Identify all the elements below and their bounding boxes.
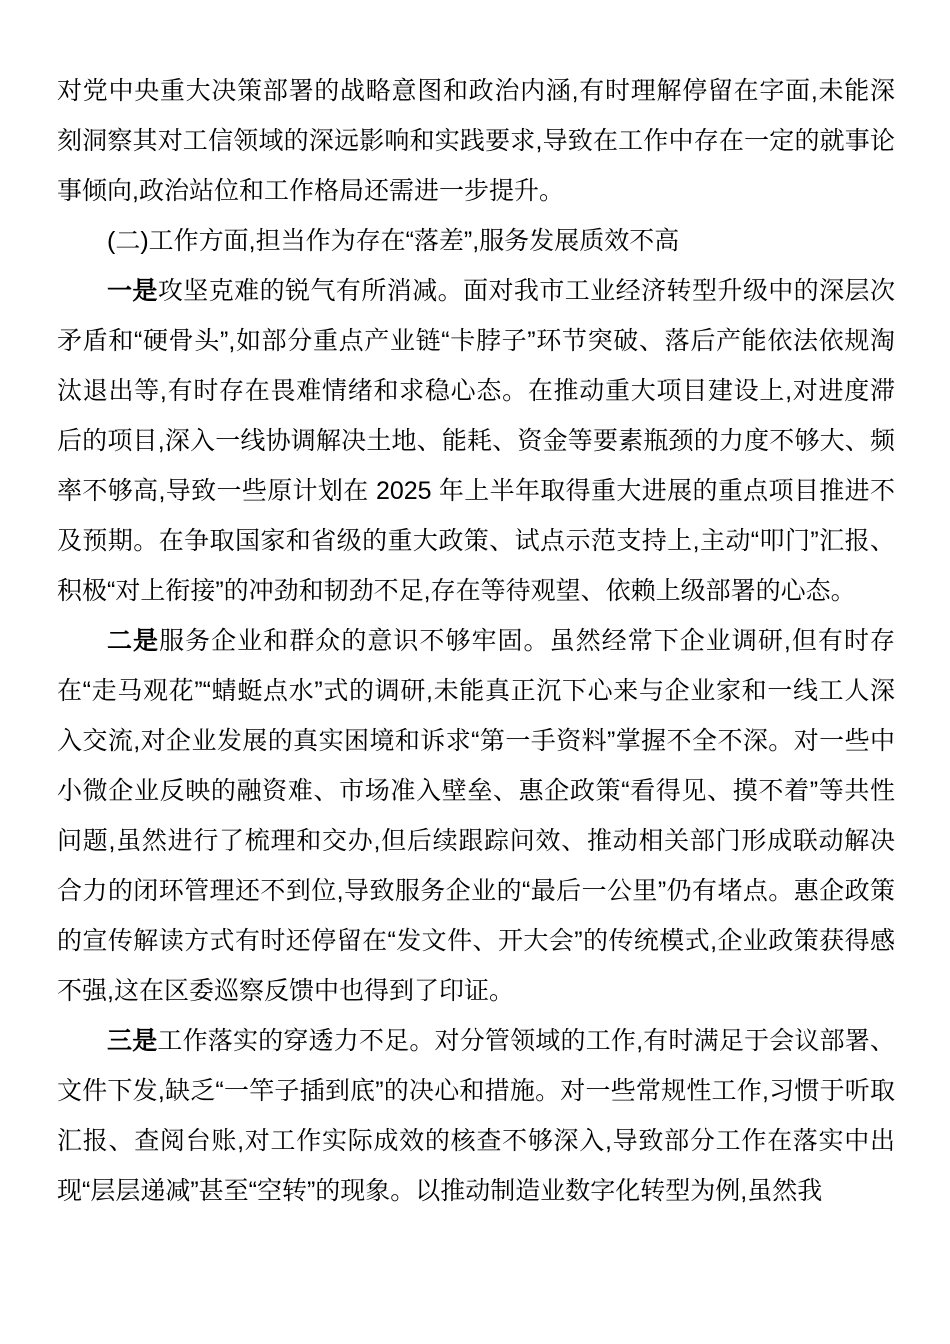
- section-heading-text: (二)工作方面,担当作为存在“落差”,服务发展质效不高: [107, 227, 680, 255]
- paragraph: [57, 616, 895, 1016]
- paragraph-text: 攻坚克难的锐气有所消减。面对我市工业经济转型升级中的深层次矛盾和“硬骨头”,如部分重点产业链“卡脖子”环节突破、落后产能依法依规淘汰退出等,有时存在畏难情绪和求稳心态。在推动重大项目建设上,对进度滞后的项目,深入一线协调解决土地、能耗、资金等要素瓶颈的力度不够大、频率不够高,导致一些原计划在 2025 年上半年取得重大进展的重点项目推进不及预期。在争取国家和省级的重大政策、试点示范支持上,主动“叩门”汇报、积极“对上衔接”的冲劲和韧劲不足,存在等待观望、依赖上级部署的心态。: [57, 277, 895, 605]
- paragraph-lead: 三是: [107, 1027, 158, 1055]
- paragraph-text: 服务企业和群众的意识不够牢固。虽然经常下企业调研,但有时存在“走马观花”“蜻蜓点水”式的调研,未能真正沉下心来与企业家和一线工人深入交流,对企业发展的真实困境和诉求“第一手资料”掌握不全不深。对一些中小微企业反映的融资难、市场准入壁垒、惠企政策“看得见、摸不着”等共性问题,虽然进行了梳理和交办,但后续跟踪问效、推动相关部门形成联动解决合力的闭环管理还不到位,导致服务企业的“最后一公里”仍有堵点。惠企政策的宣传解读方式有时还停留在“发文件、开大会”的传统模式,企业政策获得感不强,这在区委巡察反馈中也得到了印证。: [57, 627, 895, 1005]
- section-heading: [57, 216, 895, 266]
- paragraph-text: 工作落实的穿透力不足。对分管领域的工作,有时满足于会议部署、文件下发,缺乏“一竿子插到底”的决心和措施。对一些常规性工作,习惯于听取汇报、查阅台账,对工作实际成效的核查不够深入,导致部分工作在落实中出现“层层递减”甚至“空转”的现象。以推动制造业数字化转型为例,虽然我: [57, 1027, 895, 1205]
- paragraph: [57, 1016, 895, 1216]
- paragraph-text: 对党中央重大决策部署的战略意图和政治内涵,有时理解停留在字面,未能深刻洞察其对工信领域的深远影响和实践要求,导致在工作中存在一定的就事论事倾向,政治站位和工作格局还需进一步提升。: [57, 77, 895, 205]
- paragraph: [57, 66, 895, 216]
- paragraph-lead: 二是: [107, 627, 160, 655]
- paragraph: [57, 266, 895, 616]
- paragraph-lead: 一是: [107, 277, 158, 305]
